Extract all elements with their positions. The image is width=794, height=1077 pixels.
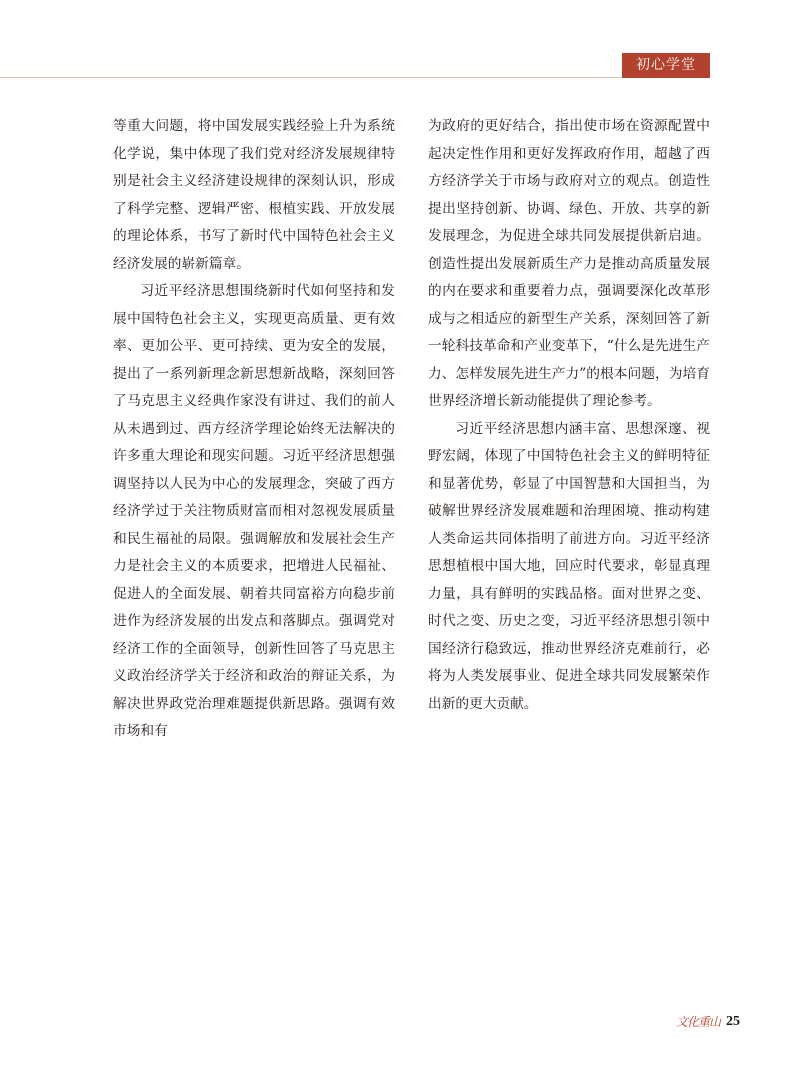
paragraph: 习近平经济思想围绕新时代如何坚持和发展中国特色社会主义，实现更高质量、更有效率、更加公平、更可持续、更为安全的发展，提出了一系列新理念新思想新战略，深刻回答了马克思主义经典作家没有讲过、我们的前人从未遇到过、西方经济学理论始终无法解决的许多重大理论和现实问题。习近平经济思想强调坚持以人民为中心的发展理念，突破了西方经济学过于关注物质财富而相对忽视发展质量和民生福祉的局限。强调解放和发展社会生产力是社会主义的本质要求，把增进人民福祉、促进人的全面发展、朝着共同富裕方向稳步前进作为经济发展的出发点和落脚点。强调党对经济工作的全面领导，创新性回答了马克思主义政治经济学关于经济和政治的辩证关系，为解决世界政党治理难题提供新思路。强调有效市场和有 [113,283,395,739]
left-column [113,113,395,746]
page-number: 25 [726,1013,740,1029]
brand-logo: 文化重山 [675,1015,720,1029]
paragraph: 习近平经济思想内涵丰富、思想深邃、视野宏阔，体现了中国特色社会主义的鲜明特征和显著优势，彰显了中国智慧和大国担当，为破解世界经济发展难题和治理困境、推动构建人类命运共同体指明了前进方向。习近平经济思想植根中国大地，回应时代要求，彰显真理力量，具有鲜明的实践品格。面对世界之变、时代之变、历史之变，习近平经济思想引领中国经济行稳致远，推动世界经济克难前行，必将为人类发展事业、促进全球共同发展繁荣作出新的更大贡献。 [428,420,710,712]
paragraph: 等重大问题，将中国发展实践经验上升为系统化学说，集中体现了我们党对经济发展规律特别是社会主义经济建设规律的深刻认识，形成了科学完整、逻辑严密、根植实践、开放发展的理论体系，书写了新时代中国特色社会主义经济发展的崭新篇章。 [113,118,395,272]
page-footer [676,1013,740,1030]
header-rule [0,77,710,78]
right-column [428,113,710,718]
paragraph: 为政府的更好结合，指出使市场在资源配置中起决定性作用和更好发挥政府作用，超越了西方经济学关于市场与政府对立的观点。创造性提出坚持创新、协调、绿色、开放、共享的新发展理念，为促进全球共同发展提供新启迪。创造性提出发展新质生产力是推动高质量发展的内在要求和重要着力点，强调要深化改革形成与之相适应的新型生产关系，深刻回答了新一轮科技革命和产业变革下，“什么是先进生产力、怎样发展先进生产力”的根本问题，为培育世界经济增长新动能提供了理论参考。 [428,118,710,409]
section-tag: 初心学堂 [622,53,710,78]
